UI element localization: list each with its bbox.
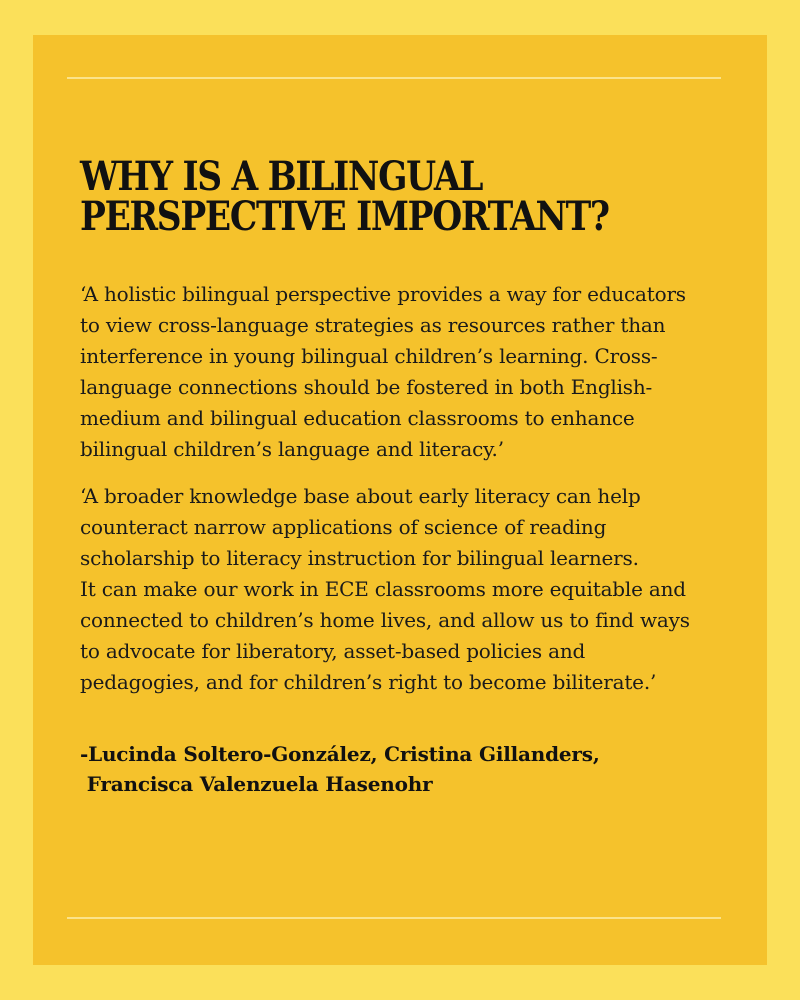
quote-line: to view cross-language strategies as resources rather than xyxy=(80,313,666,337)
quote-line: counteract narrow applications of science of reading xyxy=(80,515,607,539)
quote-line: It can make our work in ECE classrooms more equitable and xyxy=(80,577,686,601)
quote-card xyxy=(33,35,767,965)
quote-line: medium and bilingual education classrooms to enhance xyxy=(80,406,635,430)
quote-line: bilingual children’s language and literacy.’ xyxy=(80,437,504,461)
headline xyxy=(80,153,648,240)
quote-line: ‘A broader knowledge base about early literacy can help xyxy=(80,484,641,508)
quote-line: interference in young bilingual children’s learning. Cross- xyxy=(80,344,658,368)
quote-paragraph-2 xyxy=(80,481,740,698)
quote-line: scholarship to literacy instruction for bilingual learners. xyxy=(80,546,639,570)
bottom-divider xyxy=(67,917,721,919)
headline-line: PERSPECTIVE IMPORTANT? xyxy=(80,193,609,240)
quote-line: pedagogies, and for children’s right to become biliterate.’ xyxy=(80,670,657,694)
quote-line: to advocate for liberatory, asset-based policies and xyxy=(80,639,586,663)
quote-line: language connections should be fostered in both English- xyxy=(80,375,653,399)
attribution-line: Francisca Valenzuela Hasenohr xyxy=(80,772,433,796)
quote-line: connected to children’s home lives, and allow us to find ways xyxy=(80,608,690,632)
quote-paragraph-1 xyxy=(80,279,740,465)
quote-line: ‘A holistic bilingual perspective provides a way for educators xyxy=(80,282,686,306)
attribution xyxy=(80,739,740,799)
top-divider xyxy=(67,77,721,79)
headline-line: WHY IS A BILINGUAL xyxy=(80,153,483,200)
attribution-line: -Lucinda Soltero-González, Cristina Gillanders, xyxy=(80,742,600,766)
